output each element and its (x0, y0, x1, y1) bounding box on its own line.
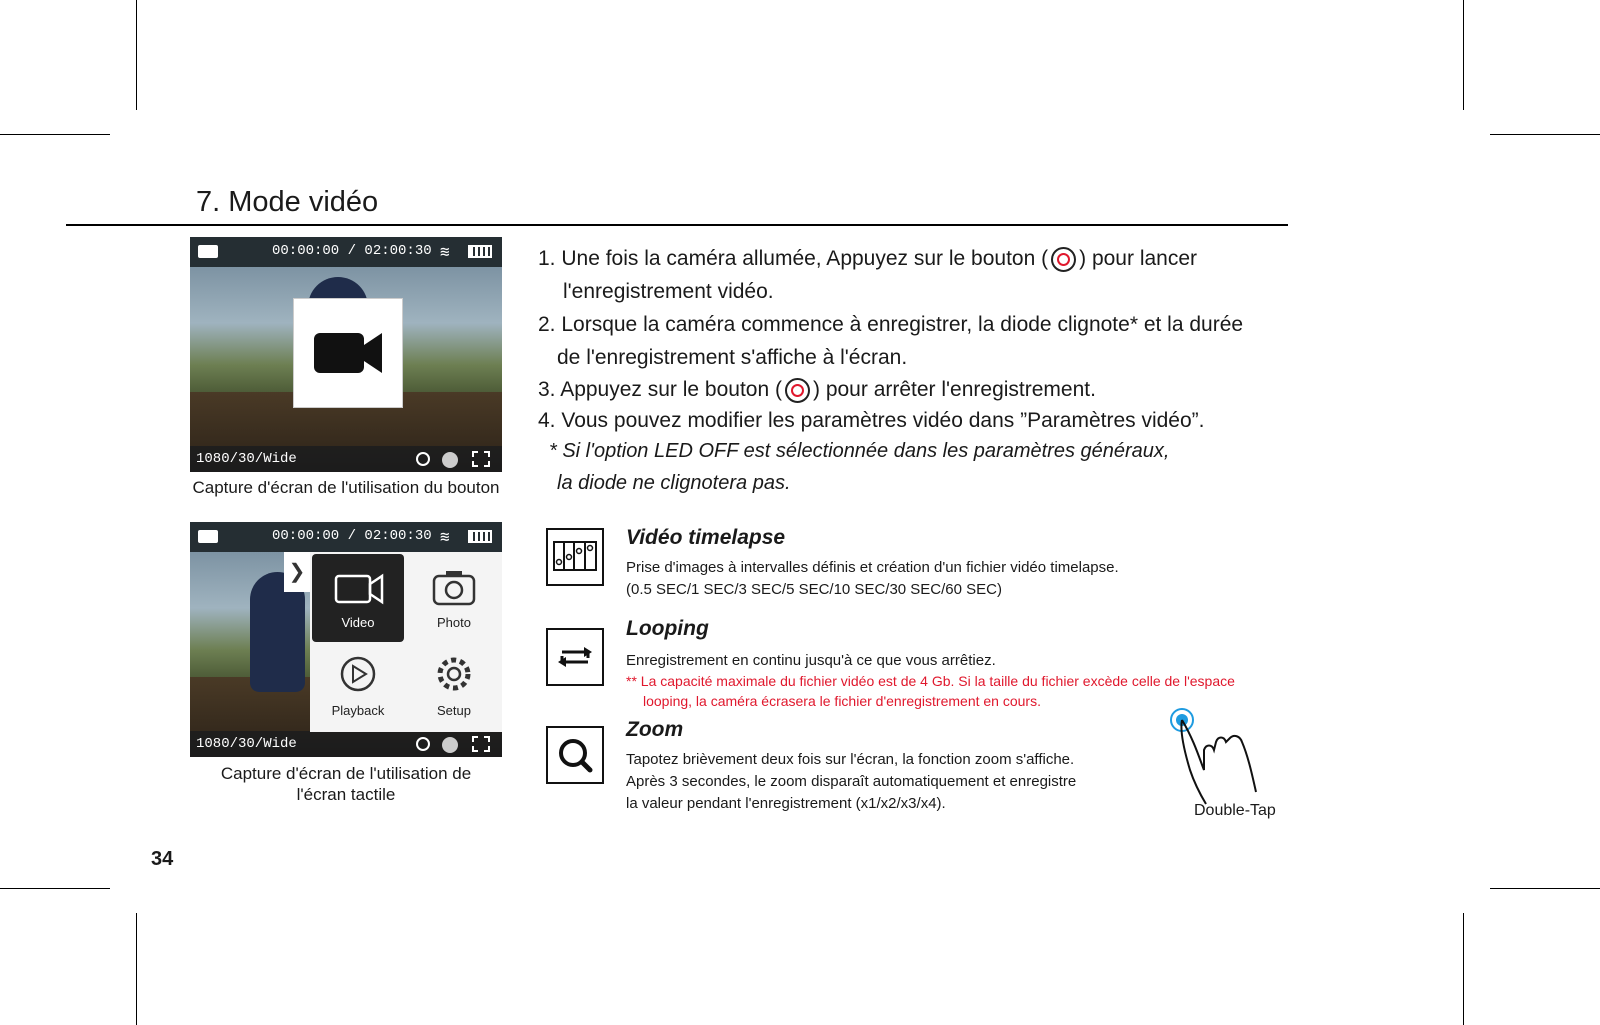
caption-line: Capture d'écran de l'utilisation de (220, 764, 472, 783)
menu-item-label: Photo (437, 615, 471, 630)
step-2-cont: de l'enregistrement s'affiche à l'écran. (557, 346, 908, 369)
menu-item-setup[interactable] (408, 642, 500, 730)
double-tap-illustration (1160, 700, 1290, 820)
photo-camera-icon (408, 554, 500, 612)
battery-icon (468, 530, 492, 543)
recording-time: 00:00:00 / 02:00:30 (272, 528, 432, 544)
timelapse-desc: Prise d'images à intervalles définis et création d'un fichier vidéo timelapse. (626, 559, 1119, 576)
menu-item-label: Setup (437, 703, 471, 718)
screenshot-button-usage (190, 237, 502, 472)
recording-time: 00:00:00 / 02:00:30 (272, 243, 432, 259)
menu-item-label: Video (341, 615, 375, 630)
crop-mark (1463, 0, 1464, 110)
record-button-icon (785, 378, 810, 403)
step-1 (538, 243, 1298, 274)
record-button-icon (1051, 247, 1076, 272)
looping-title: Looping (626, 617, 709, 640)
frame-icon (472, 451, 490, 467)
crop-mark (0, 888, 110, 889)
page-title: 7. Mode vidéo (196, 186, 379, 218)
wifi-icon: ≋ (440, 244, 450, 262)
menu-item-photo[interactable] (408, 554, 500, 642)
step-2: 2. Lorsque la caméra commence à enregistrer, la diode clignote* et la durée (538, 313, 1244, 336)
loop-icon (548, 630, 602, 684)
crop-mark (136, 913, 137, 1025)
battery-icon (468, 245, 492, 258)
looping-warning-cont: looping, la caméra écrasera le fichier d'enregistrement en cours. (643, 693, 1041, 709)
zoom-desc-2: Après 3 secondes, le zoom disparaît automatiquement et enregistre (626, 773, 1077, 790)
effect-icon (442, 452, 458, 468)
screenshot-touch-usage (190, 522, 502, 757)
step-4: 4. Vous pouvez modifier les paramètres vidéo dans ”Paramètres vidéo”. (538, 409, 1205, 432)
step-1-text: 1. Une fois la caméra allumée, Appuyez sur le bouton ( (538, 247, 1049, 270)
crop-mark (0, 134, 110, 135)
effect-icon (442, 737, 458, 753)
led-note: * Si l'option LED OFF est sélectionnée dans les paramètres généraux, (549, 440, 1170, 462)
looping-icon-box (546, 628, 604, 686)
timelapse-icon-box (546, 528, 604, 586)
mode-menu (310, 552, 502, 732)
zoom-small-icon (416, 737, 430, 751)
video-mode-overlay (293, 298, 403, 408)
crop-mark (136, 0, 137, 110)
looping-warning: ** La capacité maximale du fichier vidéo est de 4 Gb. Si la taille du fichier excède celle de l'espace (626, 673, 1235, 689)
timelapse-options: (0.5 SEC/1 SEC/3 SEC/5 SEC/10 SEC/30 SEC/60 SEC) (626, 581, 1002, 598)
wifi-icon: ≋ (440, 529, 450, 547)
zoom-title: Zoom (626, 718, 684, 741)
menu-collapse-tab[interactable]: ❯ (284, 552, 310, 592)
step-1-cont: l'enregistrement vidéo. (563, 280, 774, 303)
crop-mark (1490, 134, 1600, 135)
zoom-desc-1: Tapotez brièvement deux fois sur l'écran, la fonction zoom s'affiche. (626, 751, 1075, 768)
resolution-label: 1080/30/Wide (196, 451, 297, 467)
looping-desc: Enregistrement en continu jusqu'à ce que vous arrêtiez. (626, 652, 996, 669)
menu-item-video[interactable] (312, 554, 404, 642)
timelapse-icon (548, 530, 602, 584)
zoom-icon-box (546, 726, 604, 784)
video-camera-icon (294, 299, 402, 407)
title-divider (66, 224, 1288, 226)
step-3-text-end: ) pour arrêter l'enregistrement. (813, 378, 1096, 401)
video-camera-icon (312, 554, 404, 612)
zoom-desc-3: la valeur pendant l'enregistrement (x1/x2/x3/x4). (626, 795, 946, 812)
led-note-cont: la diode ne clignotera pas. (557, 472, 791, 494)
step-1-text-end: ) pour lancer (1079, 247, 1198, 270)
frame-icon (472, 736, 490, 752)
hand-tap-icon (1160, 700, 1290, 810)
step-3-text: 3. Appuyez sur le bouton ( (538, 378, 782, 401)
crop-mark (1463, 913, 1464, 1025)
menu-item-playback[interactable] (312, 642, 404, 730)
resolution-label: 1080/30/Wide (196, 736, 297, 752)
setup-gear-icon (408, 642, 500, 700)
caption-touch-usage (190, 763, 502, 805)
timelapse-title: Vidéo timelapse (626, 526, 786, 549)
double-tap-label: Double-Tap (1194, 802, 1276, 819)
video-mode-icon (198, 245, 218, 258)
caption-button-usage: Capture d'écran de l'utilisation du bouton (192, 478, 500, 497)
caption-line: l'écran tactile (296, 785, 396, 804)
zoom-icon (548, 728, 602, 782)
playback-icon (312, 642, 404, 700)
video-mode-icon (198, 530, 218, 543)
zoom-small-icon (416, 452, 430, 466)
crop-mark (1490, 888, 1600, 889)
step-3 (538, 374, 1096, 405)
menu-item-label: Playback (331, 703, 385, 718)
page-number: 34 (151, 848, 174, 870)
